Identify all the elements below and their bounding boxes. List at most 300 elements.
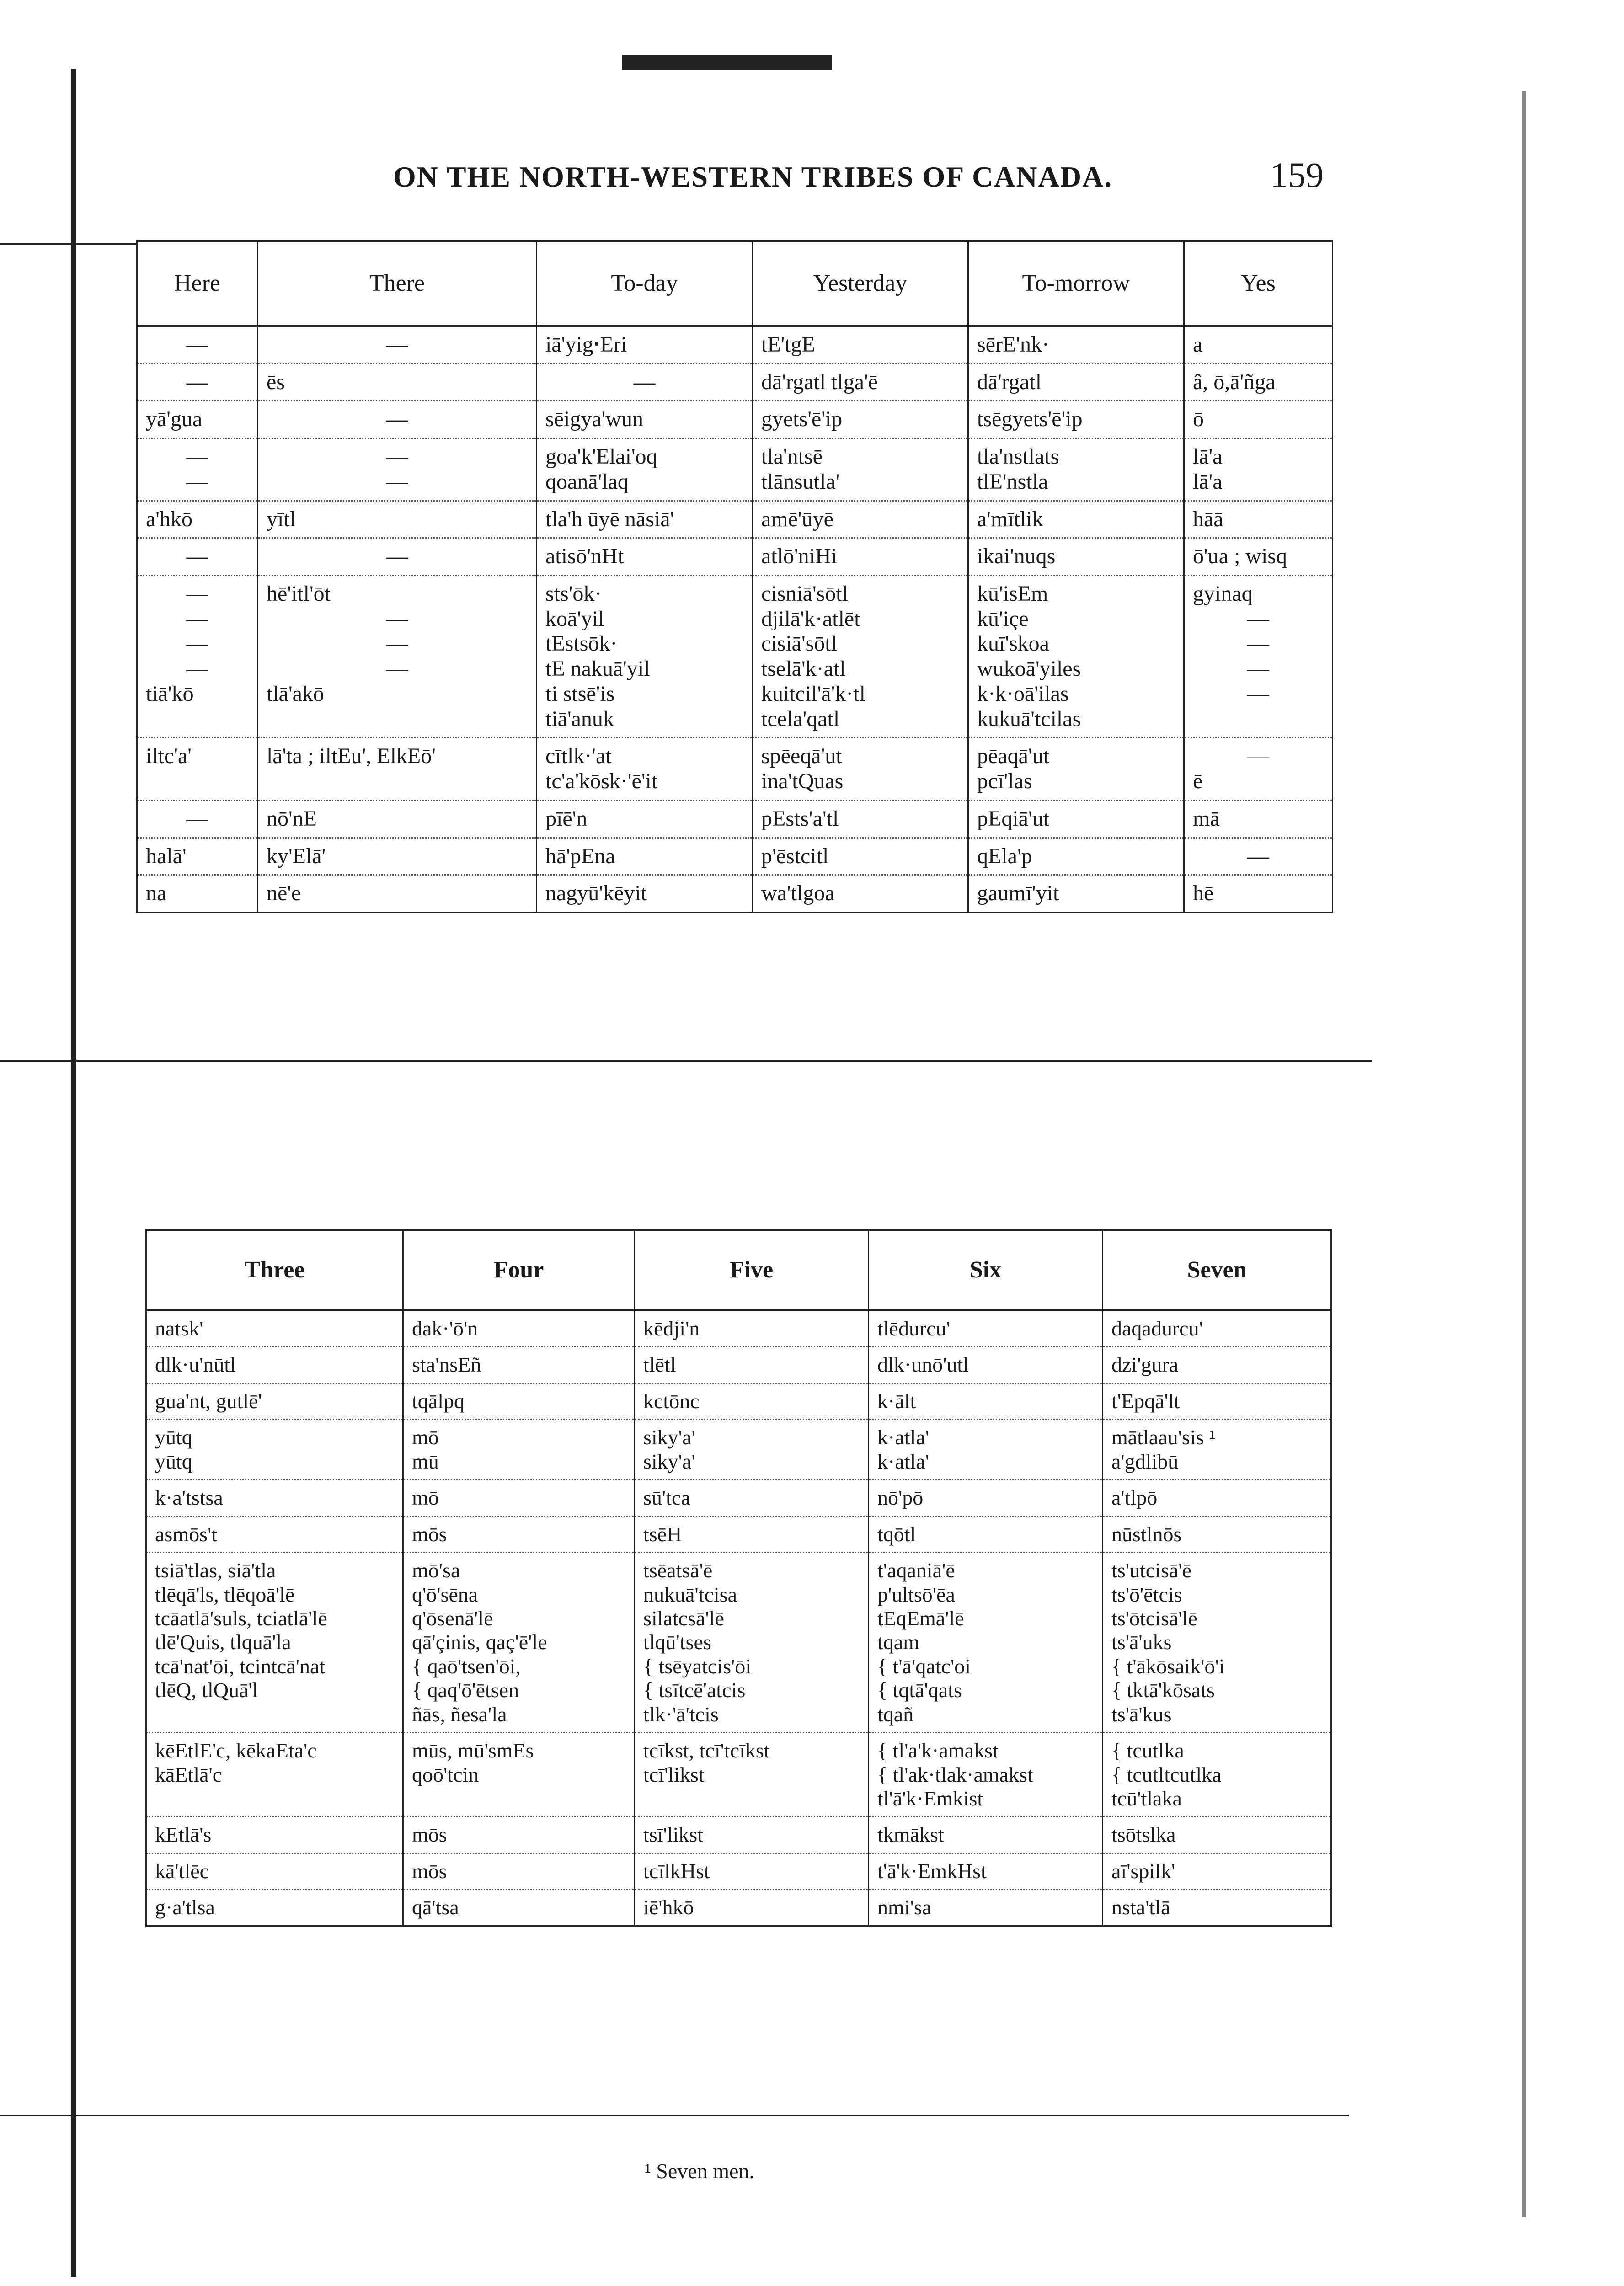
cell-line: — [186,444,208,469]
column-header: Yes [1184,241,1333,326]
table-cell [753,438,968,501]
cell-line: siky'a' [643,1449,695,1473]
cell-line: a'hkō [146,507,192,531]
cell-line: iltc'a' [146,744,192,769]
cell-line: gaumī'yit [977,881,1059,906]
cell-line: tsēgyets'ē'ip [977,407,1083,432]
table-row [146,1383,1331,1419]
cell-line: tl'ā'k·Emkist [877,1787,983,1810]
table-cell [635,1553,869,1733]
table-cell [537,838,753,875]
table-cell [258,363,537,401]
cell-line: — [1247,744,1269,769]
table-cell [753,738,968,800]
table-row [146,1853,1331,1889]
table-cell [258,326,537,363]
table-row [146,1347,1331,1383]
table-cell [258,738,537,800]
table-row [146,1817,1331,1853]
cell-line: tlā'akō [267,681,324,706]
cell-line: ikai'nuqs [977,544,1056,569]
cell-line: tc'a'kōsk·'ē'it [545,769,658,794]
cell-line: yūtq [155,1426,192,1449]
table-cell [1184,576,1333,738]
cell-line: gyinaq [1193,582,1253,606]
cell-line: atlō'niHi [761,544,837,569]
cell-line: tlēQ, tlQuā'l [155,1678,258,1702]
table-cell [869,1347,1103,1383]
vocabulary-table-numerals [145,1229,1332,1927]
cell-line: hē'itl'ōt [267,582,331,606]
table-cell [537,363,753,401]
cell-line: spēeqā'ut [761,744,842,769]
cell-line: qoanā'laq [545,469,629,494]
cell-line: natsk' [155,1317,203,1340]
table-cell [137,738,258,800]
table-cell [137,438,258,501]
cell-line: tEqEmā'lē [877,1606,964,1630]
table-cell [869,1516,1103,1552]
cell-line: tlēqā'ls, tlēqoā'lē [155,1582,295,1606]
cell-line: — [386,407,408,432]
table-cell [403,1890,635,1926]
table-cell [146,1553,403,1733]
cell-line: qā'tsa [412,1896,459,1919]
table-cell [869,1383,1103,1419]
table-cell [146,1890,403,1926]
table-cell [753,576,968,738]
table-row [137,326,1333,363]
cell-line: mū [412,1449,439,1473]
table-cell [753,401,968,438]
table-cell [968,875,1184,913]
cell-line: nō'pō [877,1486,924,1510]
table-cell [137,875,258,913]
table-row [137,576,1333,738]
cell-line: silatcsā'lē [643,1606,724,1630]
cell-line: tqañ [877,1702,914,1726]
table-cell [968,501,1184,538]
cell-line: tcāatlā'suls, tciatlā'lē [155,1606,327,1630]
table-cell [1103,1310,1331,1347]
cell-line: goa'k'Elai'oq [545,444,657,469]
table-cell [137,838,258,875]
table-cell [146,1383,403,1419]
table-cell [1184,363,1333,401]
cell-line: lā'a [1193,444,1223,469]
scan-rule-middle [0,1060,1372,1062]
cell-line: { tl'ak·tlak·amakst [877,1763,1033,1786]
cell-line: — [1247,681,1269,706]
table-cell [635,1310,869,1347]
table-cell [1184,738,1333,800]
table-cell [537,501,753,538]
table-cell [137,538,258,576]
cell-line: sēigya'wun [545,407,643,432]
cell-line: nmi'sa [877,1896,932,1919]
cell-line: { t'ā'qatc'oi [877,1654,971,1678]
cell-line: q'ōsenā'lē [412,1606,493,1630]
table-cell [403,1383,635,1419]
cell-line: halā' [146,844,187,868]
table-cell [137,401,258,438]
cell-line: kū'içe [977,606,1029,631]
cell-line: tqālpq [412,1389,465,1413]
table-cell [753,363,968,401]
table-cell [403,1853,635,1889]
cell-line: p'ēstcitl [761,844,829,868]
table-cell [753,838,968,875]
cell-line: { tsītcē'atcis [643,1678,746,1702]
cell-line: nsta'tlā [1111,1896,1170,1919]
table-cell [635,1516,869,1552]
table-cell [1103,1420,1331,1480]
column-header: Seven [1103,1230,1331,1310]
cell-line: tlē'Quis, tlquā'la [155,1630,291,1654]
table-row [137,800,1333,838]
table-cell [537,875,753,913]
table-row [146,1480,1331,1516]
footnote: ¹ Seven men. [645,2159,754,2183]
cell-line: tiā'anuk [545,706,614,731]
table-cell [403,1310,635,1347]
table-cell [403,1817,635,1853]
cell-line: pcī'las [977,769,1032,794]
table-cell [1184,401,1333,438]
cell-line: kāEtlā'c [155,1763,222,1786]
cell-line: tla'h ūyē nāsiā' [545,507,674,531]
table-cell [258,838,537,875]
cell-line: mātlaau'sis ¹ [1111,1426,1216,1449]
cell-line: lā'ta ; iltEu', ElkEō' [267,744,436,769]
cell-line: kēdji'n [643,1317,700,1340]
cell-line: tlēdurcu' [877,1317,951,1340]
cell-line: kuī'skoa [977,631,1049,656]
cell-line: tlānsutla' [761,469,840,494]
cell-line: tEstsōk· [545,631,618,656]
cell-line: a'gdlibū [1111,1449,1179,1473]
cell-line: mōs [412,1823,447,1847]
table-cell [403,1553,635,1733]
cell-line: mūs, mū'smEs [412,1739,534,1763]
cell-line: wa'tlgoa [761,881,835,906]
cell-line: { qaq'ō'ētsen [412,1678,519,1702]
cell-line: kēEtlE'c, kēkaEta'c [155,1739,317,1763]
cell-line: qoō'tcin [412,1763,479,1786]
cell-line: nūstlnōs [1111,1522,1182,1546]
table-cell [146,1853,403,1889]
cell-line: aī'spilk' [1111,1859,1175,1883]
cell-line: sū'tca [643,1486,690,1510]
table-cell [537,438,753,501]
cell-line: — [1247,631,1269,656]
table-cell [1103,1347,1331,1383]
cell-line: tsēH [643,1522,682,1546]
cell-line: pEqiā'ut [977,806,1049,831]
cell-line: k·ālt [877,1389,916,1413]
table-cell [258,800,537,838]
cell-line: { tl'a'k·amakst [877,1739,999,1763]
table-cell [968,363,1184,401]
cell-line: dā'rgatl [977,369,1042,394]
table-cell [635,1853,869,1889]
cell-line: — [1247,606,1269,631]
cell-line: cītlk·'at [545,744,612,769]
cell-line: tlE'nstla [977,469,1048,494]
cell-line: tla'nstlats [977,444,1059,469]
cell-line: ō [1193,407,1204,432]
cell-line: t'aqaniā'ē [877,1559,955,1582]
cell-line: ēs [267,369,285,394]
table-cell [146,1733,403,1817]
table-row [137,838,1333,875]
table-cell [753,501,968,538]
cell-line: — [386,606,408,631]
table-cell [146,1310,403,1347]
cell-line: pēaqā'ut [977,744,1049,769]
table-cell [403,1480,635,1516]
cell-line: koā'yil [545,606,604,631]
cell-line: sts'ōk· [545,582,602,606]
cell-line: daqadurcu' [1111,1317,1203,1340]
cell-line: — [386,631,408,656]
table-cell [537,538,753,576]
table-cell [1103,1480,1331,1516]
cell-line: a'tlpō [1111,1486,1158,1510]
table-cell [635,1817,869,1853]
cell-line: gyets'ē'ip [761,407,843,432]
table-cell [1184,438,1333,501]
cell-line: kuitcil'ā'k·tl [761,681,865,706]
cell-line: mōs [412,1859,447,1883]
table-cell [146,1516,403,1552]
cell-line: pEsts'a'tl [761,806,839,831]
column-header: To-morrow [968,241,1184,326]
cell-line: amē'ūyē [761,507,833,531]
cell-line: nō'nE [267,806,317,831]
table-cell [869,1480,1103,1516]
cell-line: a [1193,332,1203,357]
cell-line: ts'ā'kus [1111,1702,1172,1726]
column-header: Yesterday [753,241,968,326]
cell-line: t'ā'k·EmkHst [877,1859,987,1883]
table-row [146,1890,1331,1926]
table-row [137,738,1333,800]
cell-line: — [386,444,408,469]
table-row [146,1420,1331,1480]
cell-line: tla'ntsē [761,444,823,469]
table-cell [635,1890,869,1926]
cell-line: — [386,657,408,681]
cell-line: tselā'k·atl [761,657,846,681]
scan-binding-edge [71,69,76,2277]
cell-line: iē'hkō [643,1896,694,1919]
table-cell [869,1890,1103,1926]
cell-line: yūtq [155,1449,192,1473]
cell-line: ō'ua ; wisq [1193,544,1287,569]
cell-line: tE'tgE [761,332,815,357]
cell-line: tiā'kō [146,681,194,706]
cell-line: — [386,332,408,357]
cell-line: — [186,469,208,494]
cell-line: ina'tQuas [761,769,844,794]
scan-right-edge [1522,91,1526,2217]
cell-line: mōs [412,1522,447,1546]
table-cell [137,800,258,838]
cell-line: ky'Elā' [267,844,326,868]
table-cell [1103,1890,1331,1926]
cell-line: tkmākst [877,1823,944,1847]
cell-line: mā [1193,806,1220,831]
cell-line: lā'a [1193,469,1223,494]
cell-line: tqōtl [877,1522,916,1546]
cell-line: siky'a' [643,1426,695,1449]
table-row [137,875,1333,913]
cell-line: { tktā'kōsats [1111,1678,1215,1702]
cell-line: tlētl [643,1353,676,1377]
cell-line: yītl [267,507,296,531]
cell-line: tlqū'tses [643,1630,711,1654]
table-cell [869,1310,1103,1347]
table-cell [635,1383,869,1419]
cell-line: mō [412,1486,439,1510]
column-header: Four [403,1230,635,1310]
cell-line: { tcutlka [1111,1739,1184,1763]
table-cell [1103,1733,1331,1817]
cell-line: djilā'k·atlēt [761,606,860,631]
table-cell [537,326,753,363]
table-cell [137,363,258,401]
table-cell [403,1347,635,1383]
table-cell [258,875,537,913]
cell-line: gua'nt, gutlē' [155,1389,262,1413]
table-cell [1103,1383,1331,1419]
cell-line: tcū'tlaka [1111,1787,1182,1810]
table-cell [537,800,753,838]
cell-line: kctōnc [643,1389,700,1413]
cell-line: nē'e [267,881,301,906]
cell-line: — [186,582,208,606]
table-cell [968,538,1184,576]
cell-line: tcīlkHst [643,1859,710,1883]
table-cell [753,326,968,363]
table-cell [1184,838,1333,875]
cell-line: nagyū'kēyit [545,881,647,906]
cell-line: sērE'nk· [977,332,1049,357]
table-cell [968,576,1184,738]
cell-line: nukuā'tcisa [643,1582,737,1606]
cell-line: kā'tlēc [155,1859,209,1883]
cell-line: ē [1193,769,1203,794]
table-cell [146,1480,403,1516]
table-cell [146,1420,403,1480]
cell-line: { tsēyatcis'ōi [643,1654,752,1678]
table-cell [968,738,1184,800]
cell-line: tE nakuā'yil [545,657,650,681]
table-row [137,538,1333,576]
table-cell [258,401,537,438]
cell-line: sta'nsEñ [412,1353,481,1377]
cell-line: dā'rgatl tlga'ē [761,369,878,394]
cell-line: — [186,332,208,357]
table-cell [1103,1853,1331,1889]
table-cell [137,501,258,538]
table-cell [1103,1516,1331,1552]
column-header: To-day [537,241,753,326]
table-row [137,401,1333,438]
page-number: 159 [1270,155,1324,195]
cell-line: { tqtā'qats [877,1678,962,1702]
cell-line: { t'ākōsaik'ō'i [1111,1654,1225,1678]
cell-line: qEla'p [977,844,1032,868]
table-cell [1184,326,1333,363]
cell-line: tsiā'tlas, siā'tla [155,1559,276,1582]
cell-line: — [1247,657,1269,681]
cell-line: ti stsē'is [545,681,615,706]
cell-line: — [186,606,208,631]
table-cell [869,1420,1103,1480]
cell-line: qā'çinis, qaç'ē'le [412,1630,547,1654]
cell-line: ñās, ñesa'la [412,1702,507,1726]
cell-line: hāā [1193,507,1223,531]
cell-line: — [186,369,208,394]
column-header: Three [146,1230,403,1310]
table-cell [1103,1817,1331,1853]
table-cell [403,1733,635,1817]
column-header: Five [635,1230,869,1310]
table-cell [968,800,1184,838]
cell-line: kū'isEm [977,582,1048,606]
table-cell [968,401,1184,438]
cell-line: hē [1193,881,1214,906]
scan-rule-top [0,243,137,245]
cell-line: — [186,631,208,656]
table-cell [869,1817,1103,1853]
table-cell [137,576,258,738]
cell-line: mō'sa [412,1559,460,1582]
table-cell [869,1853,1103,1889]
cell-line: tcī'likst [643,1763,705,1786]
cell-line: tcīkst, tcī'tcīkst [643,1739,770,1763]
cell-line: — [186,806,208,831]
table-cell [403,1420,635,1480]
column-header: There [258,241,537,326]
table-cell [869,1733,1103,1817]
table-cell [635,1420,869,1480]
cell-line: mō [412,1426,439,1449]
table-cell [146,1347,403,1383]
cell-line: a'mītlik [977,507,1043,531]
cell-line: wukoā'yiles [977,657,1081,681]
cell-line: { tcutltcutlka [1111,1763,1222,1786]
scan-mark-top [622,55,832,70]
cell-line: k·atla' [877,1426,930,1449]
cell-line: p'ultsō'ēa [877,1582,955,1606]
cell-line: cisiā'sōtl [761,631,837,656]
cell-line: asmōs't [155,1522,218,1546]
table-cell [403,1516,635,1552]
cell-line: k·k·oā'ilas [977,681,1069,706]
cell-line: dlk·u'nūtl [155,1353,236,1377]
table-cell [635,1347,869,1383]
table-cell [635,1733,869,1817]
cell-line: k·atla' [877,1449,930,1473]
table-cell [537,738,753,800]
table-cell [753,538,968,576]
cell-line: — [186,657,208,681]
table-cell [753,800,968,838]
table-cell [1184,538,1333,576]
